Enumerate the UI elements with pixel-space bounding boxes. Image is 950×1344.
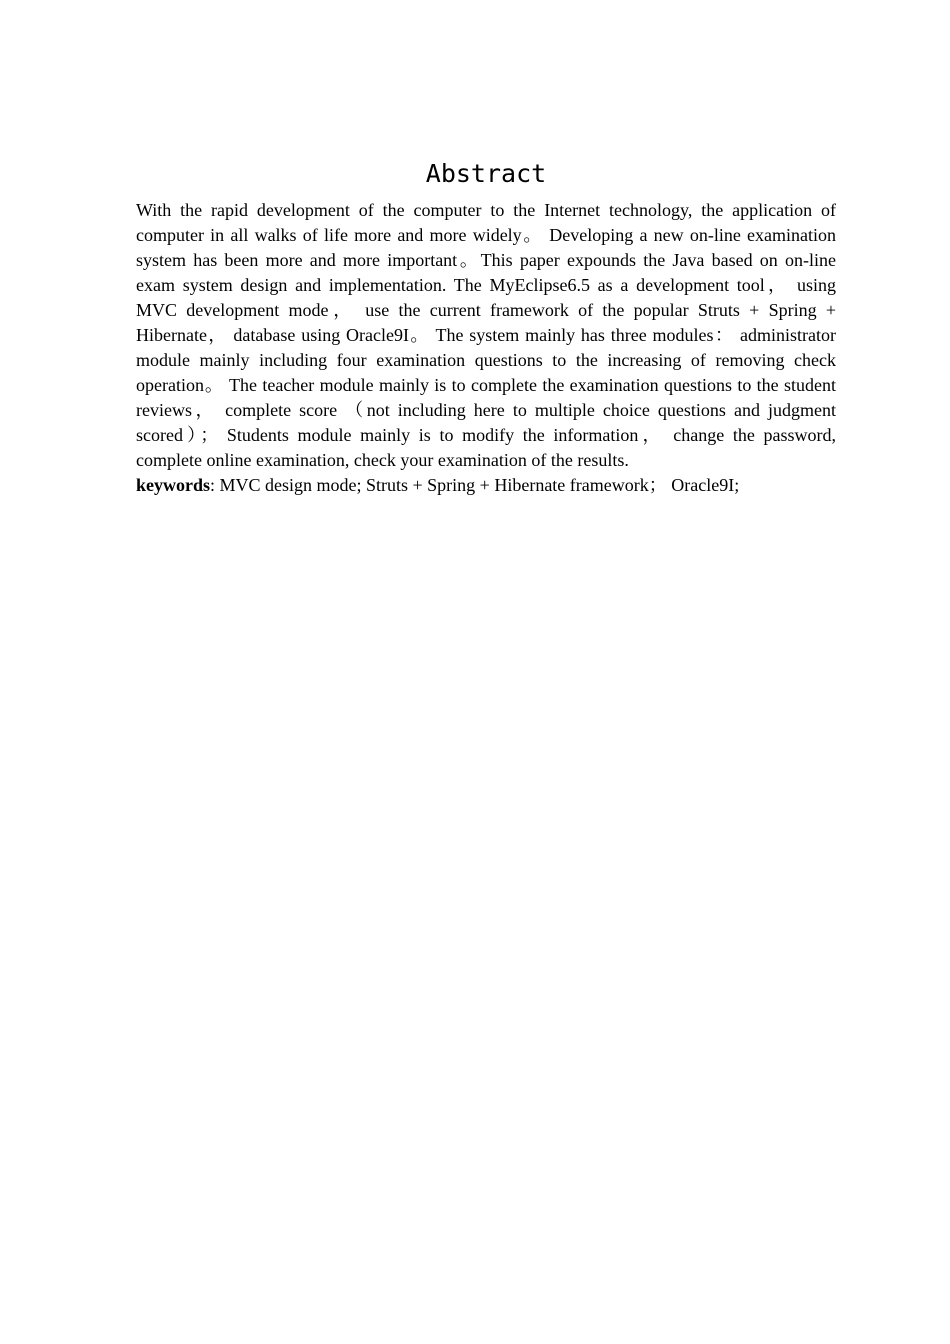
- abstract-title: Abstract: [425, 159, 547, 188]
- abstract-page: [136, 158, 836, 498]
- keywords-line: [136, 473, 836, 498]
- keywords-text: : MVC design mode; Struts + Spring + Hibernate framework； Oracle9I;: [210, 475, 740, 495]
- keywords-label: keywords: [136, 475, 211, 495]
- abstract-body: With the rapid development of the computer to the Internet technology, the application of computer in all walks of life more and more widely。 Developing a new on-line examination system has been more and more important。This paper expounds the Java based on on-line exam system design and implementation. The MyEclipse6.5 as a development tool， using MVC development mode， use the current framework of the popular Struts + Spring + Hibernate， database using Oracle9I。 The system mainly has three modules： administrator module mainly including four examination questions to the increasing of removing check operation。 The teacher module mainly is to complete the examination questions to the student reviews， complete score （not including here to multiple choice questions and judgment scored）； Students module mainly is to modify the information， change the password, complete online examination, check your examination of the results.: [136, 200, 836, 470]
